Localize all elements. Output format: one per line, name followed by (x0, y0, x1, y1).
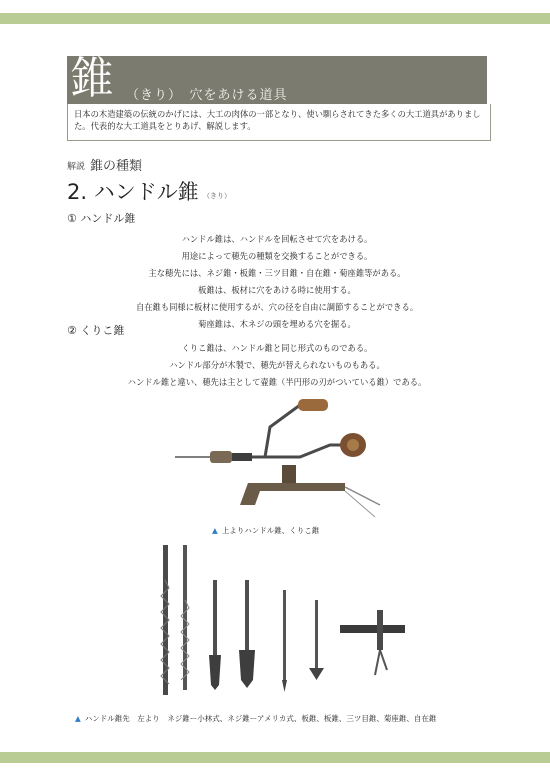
triangle-icon: ▲ (75, 714, 81, 723)
mitsume-bit (282, 590, 287, 692)
handle-line: 菊座錐は、木ネジの頭を埋める穴を掘る。 (198, 319, 356, 329)
adjustable-bit (340, 610, 405, 675)
section-label: 解説 (67, 162, 86, 172)
drill-bits-photo (155, 540, 415, 700)
kuriko-heading: ② くりこ錐 (67, 324, 125, 337)
handle-line: ハンドル錐は、ハンドルを回転させて穴をあける。 (181, 234, 373, 244)
handle-heading: ① ハンドル錐 (67, 212, 136, 225)
screw-bit-american (181, 545, 189, 690)
handle-line: 主な穂先には、ネジ錐・板錐・三ツ目錐・自在錐・菊座錐等がある。 (148, 268, 406, 278)
screw-bit-kobayashi (161, 545, 169, 695)
board-bit-1 (209, 580, 221, 690)
kuriko-line: ハンドル錐と違い、穂先は主として壷錐（半円形の刃がついている錐）である。 (127, 377, 427, 387)
photo2-caption (75, 713, 436, 724)
section-title: 錐の種類 (90, 159, 143, 174)
header-kanji: 錐 (70, 53, 114, 104)
kuriko-line: くりこ錐は、ハンドル錐と同じ形式のものである。 (181, 343, 373, 353)
kuriko-line: ハンドル部分が木製で、穂先が替えられないものもある。 (169, 360, 385, 370)
brace-drill-image (175, 399, 366, 463)
board-bit-2 (239, 580, 255, 688)
handle-line: 用途によって穂先の種類を交換することができる。 (181, 251, 373, 261)
bottom-band (0, 752, 550, 763)
page-title: 2. ハンドル錐 (67, 180, 199, 204)
intro-text: 日本の木造建築の伝統のかげには、大工の肉体の一部となり、使い馴らされてきた多くの大工道具がありました。代表的な大工道具をとりあげ、解説します。 (67, 104, 491, 141)
brace-drill-photo (170, 395, 385, 520)
triangle-icon: ▲ (212, 526, 218, 535)
photo2-caption-text: ハンドル錐先 左より ネジ錐ー小林式、ネジ錐ーアメリカ式、板錐、板錐、三ツ目錐、菊座錐、自在錐 (84, 714, 437, 723)
handle-lines (67, 231, 487, 333)
kuriko-lines (67, 340, 487, 391)
handle-line: 自在錐も同様に板材に使用するが、穴の径を自由に調節することができる。 (135, 302, 419, 312)
photo1-caption (212, 525, 319, 536)
top-band (0, 13, 550, 24)
kuriko-drill-image (240, 465, 380, 517)
handle-line: 板錐は、板材に穴をあける時に使用する。 (198, 285, 356, 295)
page-title-ruby: （きり） (203, 192, 231, 200)
photo1-caption-text: 上よりハンドル錐、くりこ錐 (221, 526, 320, 535)
header-subtitle: （きり） 穴をあける道具 (126, 88, 288, 103)
kikuza-bit (309, 600, 324, 680)
